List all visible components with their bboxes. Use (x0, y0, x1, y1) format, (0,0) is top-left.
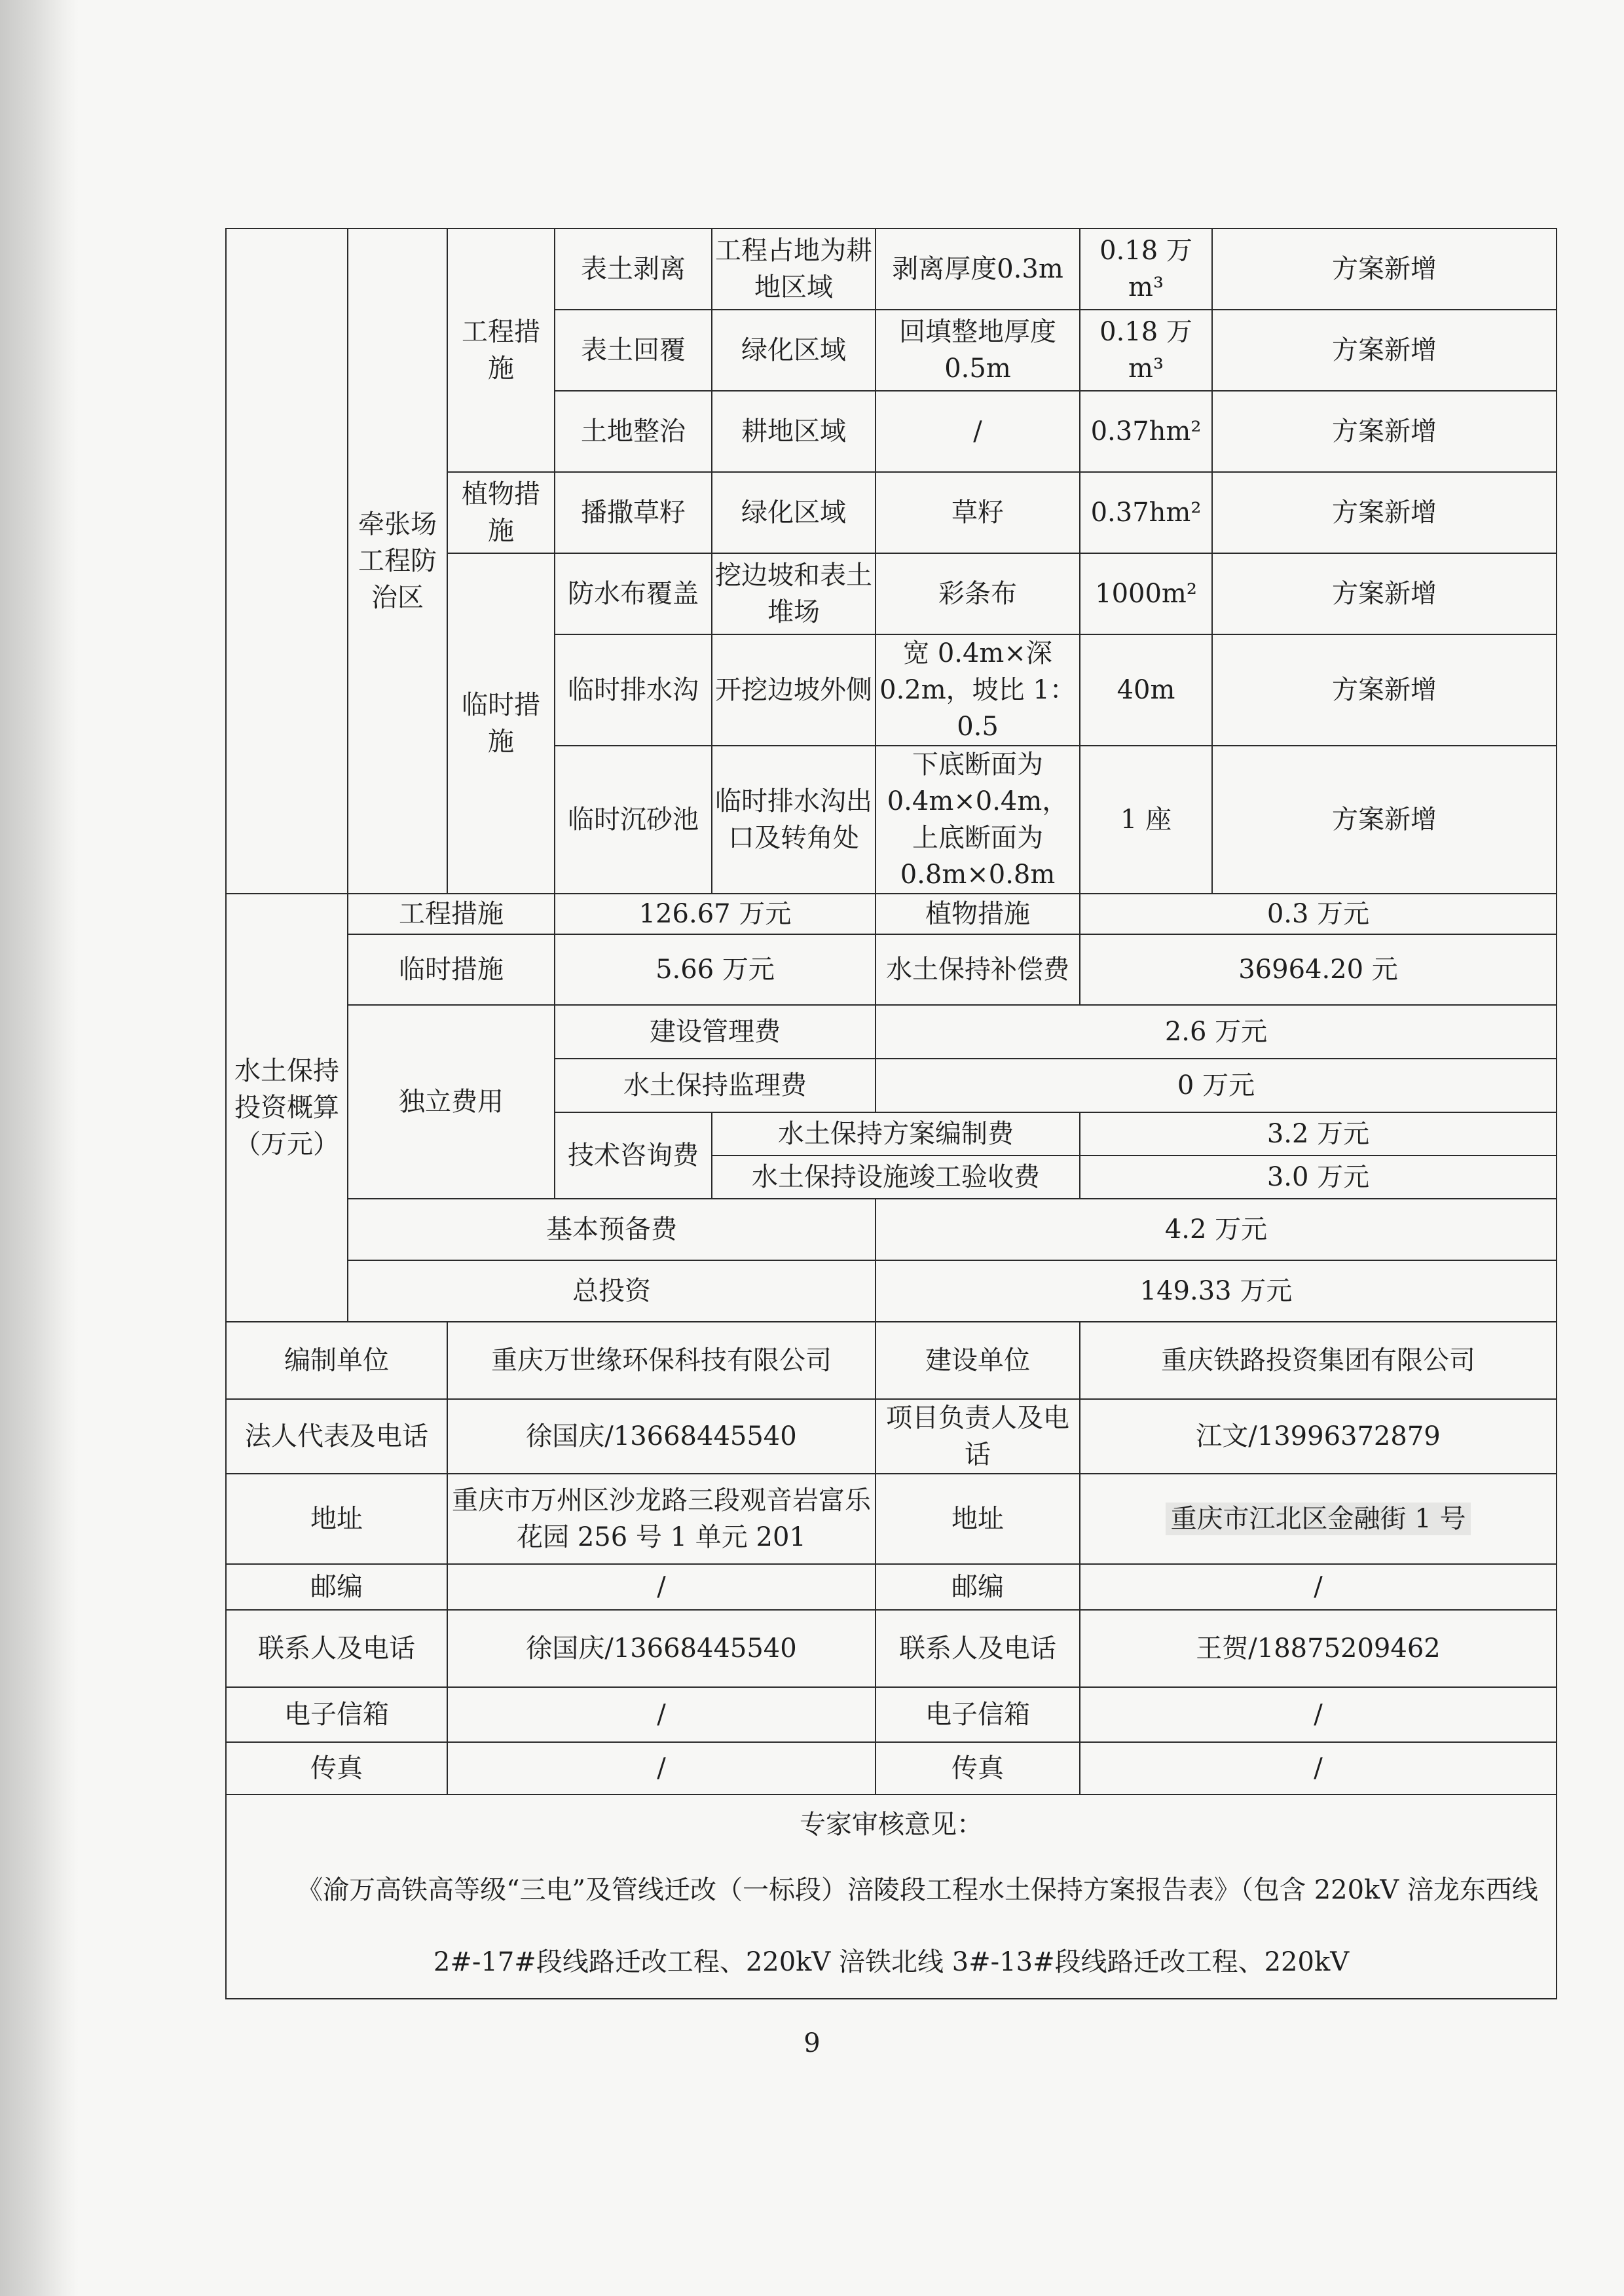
measure-spec: 剥离厚度0.3m (876, 228, 1080, 310)
reserve-label: 基本预备费 (348, 1199, 876, 1260)
opinion-heading: 专家审核意见： (800, 1810, 983, 1840)
measure-location: 临时排水沟出口及转角处 (712, 746, 876, 894)
measure-name: 临时排水沟 (555, 634, 712, 746)
measure-name: 土地整治 (555, 391, 712, 472)
investment-label: 水土保持投资概算（万元） (226, 894, 348, 1322)
builder-address: 重庆市江北区金融街 1 号 (1166, 1503, 1471, 1535)
email-label: 电子信箱 (226, 1687, 447, 1742)
investment-row (226, 1005, 1557, 1059)
plan-fee-label: 水土保持方案编制费 (712, 1112, 1080, 1156)
mgmt-value: 2.6 万元 (876, 1005, 1557, 1059)
builder-label: 建设单位 (876, 1322, 1080, 1399)
acceptance-label: 水土保持设施竣工验收费 (712, 1156, 1080, 1199)
manager-label: 项目负责人及电话 (876, 1399, 1080, 1474)
measure-name: 防水布覆盖 (555, 553, 712, 634)
info-row (226, 1322, 1557, 1399)
measure-quantity: 0.18 万 m³ (1080, 228, 1212, 310)
measure-type-plant: 植物措施 (447, 472, 555, 553)
engineering-value: 126.67 万元 (555, 894, 876, 934)
measure-quantity: 1 座 (1080, 746, 1212, 894)
info-row (226, 1399, 1557, 1474)
builder-postcode: / (1080, 1564, 1557, 1610)
measure-spec: 草籽 (876, 472, 1080, 553)
builder-contact-label: 联系人及电话 (876, 1610, 1080, 1687)
builder-contact: 王贺/18875209462 (1080, 1610, 1557, 1687)
measure-location: 工程占地为耕地区域 (712, 228, 876, 310)
mgmt-label: 建设管理费 (555, 1005, 876, 1059)
blank-cell (226, 228, 348, 894)
measure-name: 播撒草籽 (555, 472, 712, 553)
compiler-fax: / (447, 1742, 876, 1795)
investment-row (226, 894, 1557, 934)
compiler-postcode: / (447, 1564, 876, 1610)
supervision-label: 水土保持监理费 (555, 1059, 876, 1112)
postcode-label: 邮编 (226, 1564, 447, 1610)
measure-spec: 宽 0.4m×深0.2m，坡比 1：0.5 (876, 634, 1080, 746)
measure-source: 方案新增 (1212, 391, 1557, 472)
temporary-label: 临时措施 (348, 934, 555, 1005)
compensation-value: 36964.20 元 (1080, 934, 1557, 1005)
area-label: 牵张场工程防治区 (348, 228, 447, 894)
postcode-label: 邮编 (876, 1564, 1080, 1610)
fax-label: 传真 (226, 1742, 447, 1795)
measure-location: 开挖边坡外侧 (712, 634, 876, 746)
temporary-value: 5.66 万元 (555, 934, 876, 1005)
measure-type-engineering: 工程措施 (447, 228, 555, 472)
measure-quantity: 0.37hm² (1080, 391, 1212, 472)
measure-name: 表土剥离 (555, 228, 712, 310)
measure-quantity: 1000m² (1080, 553, 1212, 634)
opinion-row (226, 1795, 1557, 1999)
compiler-email: / (447, 1687, 876, 1742)
compiler-value: 重庆万世缘环保科技有限公司 (447, 1322, 876, 1399)
plan-fee-value: 3.2 万元 (1080, 1112, 1557, 1156)
info-row (226, 1610, 1557, 1687)
investment-row (226, 1260, 1557, 1322)
builder-fax: / (1080, 1742, 1557, 1795)
measure-spec: 下底断面为0.4m×0.4m，上底断面为0.8m×0.8m (876, 746, 1080, 894)
total-value: 149.33 万元 (876, 1260, 1557, 1322)
builder-email: / (1080, 1687, 1557, 1742)
measure-source: 方案新增 (1212, 634, 1557, 746)
acceptance-value: 3.0 万元 (1080, 1156, 1557, 1199)
measure-source: 方案新增 (1212, 746, 1557, 894)
opinion-text: 《渝万高铁高等级“三电”及管线迁改（一标段）涪陵段工程水土保持方案报告表》（包含 220kV 涪龙东西线 2#-17#段线路迁改工程、220kV 涪铁北线 3#-13#段线路迁改工程、220kV (297, 1875, 1538, 1977)
legal-value: 徐国庆/13668445540 (447, 1399, 876, 1474)
manager-value: 江文/13996372879 (1080, 1399, 1557, 1474)
measure-quantity: 40m (1080, 634, 1212, 746)
measure-location: 绿化区域 (712, 472, 876, 553)
supervision-value: 0 万元 (876, 1059, 1557, 1112)
consult-label: 技术咨询费 (555, 1112, 712, 1199)
info-row (226, 1564, 1557, 1610)
measure-source: 方案新增 (1212, 228, 1557, 310)
compiler-contact: 徐国庆/13668445540 (447, 1610, 876, 1687)
info-row (226, 1742, 1557, 1795)
measure-type-temporary: 临时措施 (447, 553, 555, 894)
engineering-label: 工程措施 (348, 894, 555, 934)
measure-source: 方案新增 (1212, 310, 1557, 391)
measure-location: 挖边坡和表土堆场 (712, 553, 876, 634)
scan-binding-shadow (0, 0, 79, 2296)
measure-spec: 回填整地厚度0.5m (876, 310, 1080, 391)
measure-location: 绿化区域 (712, 310, 876, 391)
independent-label: 独立费用 (348, 1005, 555, 1199)
measure-spec: 彩条布 (876, 553, 1080, 634)
measure-spec: / (876, 391, 1080, 472)
plant-label: 植物措施 (876, 894, 1080, 934)
measure-name: 表土回覆 (555, 310, 712, 391)
measure-name: 临时沉砂池 (555, 746, 712, 894)
info-row (226, 1474, 1557, 1564)
measure-row (226, 228, 1557, 310)
expert-opinion (226, 1795, 1557, 1999)
measure-source: 方案新增 (1212, 553, 1557, 634)
address-label: 地址 (226, 1474, 447, 1564)
builder-value: 重庆铁路投资集团有限公司 (1080, 1322, 1557, 1399)
compiler-label: 编制单位 (226, 1322, 447, 1399)
investment-row (226, 1199, 1557, 1260)
investment-row (226, 934, 1557, 1005)
page-number: 9 (803, 2028, 821, 2058)
address-label: 地址 (876, 1474, 1080, 1564)
compensation-label: 水土保持补偿费 (876, 934, 1080, 1005)
builder-address-cell (1080, 1474, 1557, 1564)
reserve-value: 4.2 万元 (876, 1199, 1557, 1260)
email-label: 电子信箱 (876, 1687, 1080, 1742)
fax-label: 传真 (876, 1742, 1080, 1795)
contact-label: 联系人及电话 (226, 1610, 447, 1687)
soil-conservation-table (225, 228, 1557, 1999)
measure-quantity: 0.18 万 m³ (1080, 310, 1212, 391)
info-row (226, 1687, 1557, 1742)
measure-quantity: 0.37hm² (1080, 472, 1212, 553)
measure-location: 耕地区域 (712, 391, 876, 472)
legal-label: 法人代表及电话 (226, 1399, 447, 1474)
plant-value: 0.3 万元 (1080, 894, 1557, 934)
measure-source: 方案新增 (1212, 472, 1557, 553)
compiler-address: 重庆市万州区沙龙路三段观音岩富乐花园 256 号 1 单元 201 (447, 1474, 876, 1564)
total-label: 总投资 (348, 1260, 876, 1322)
